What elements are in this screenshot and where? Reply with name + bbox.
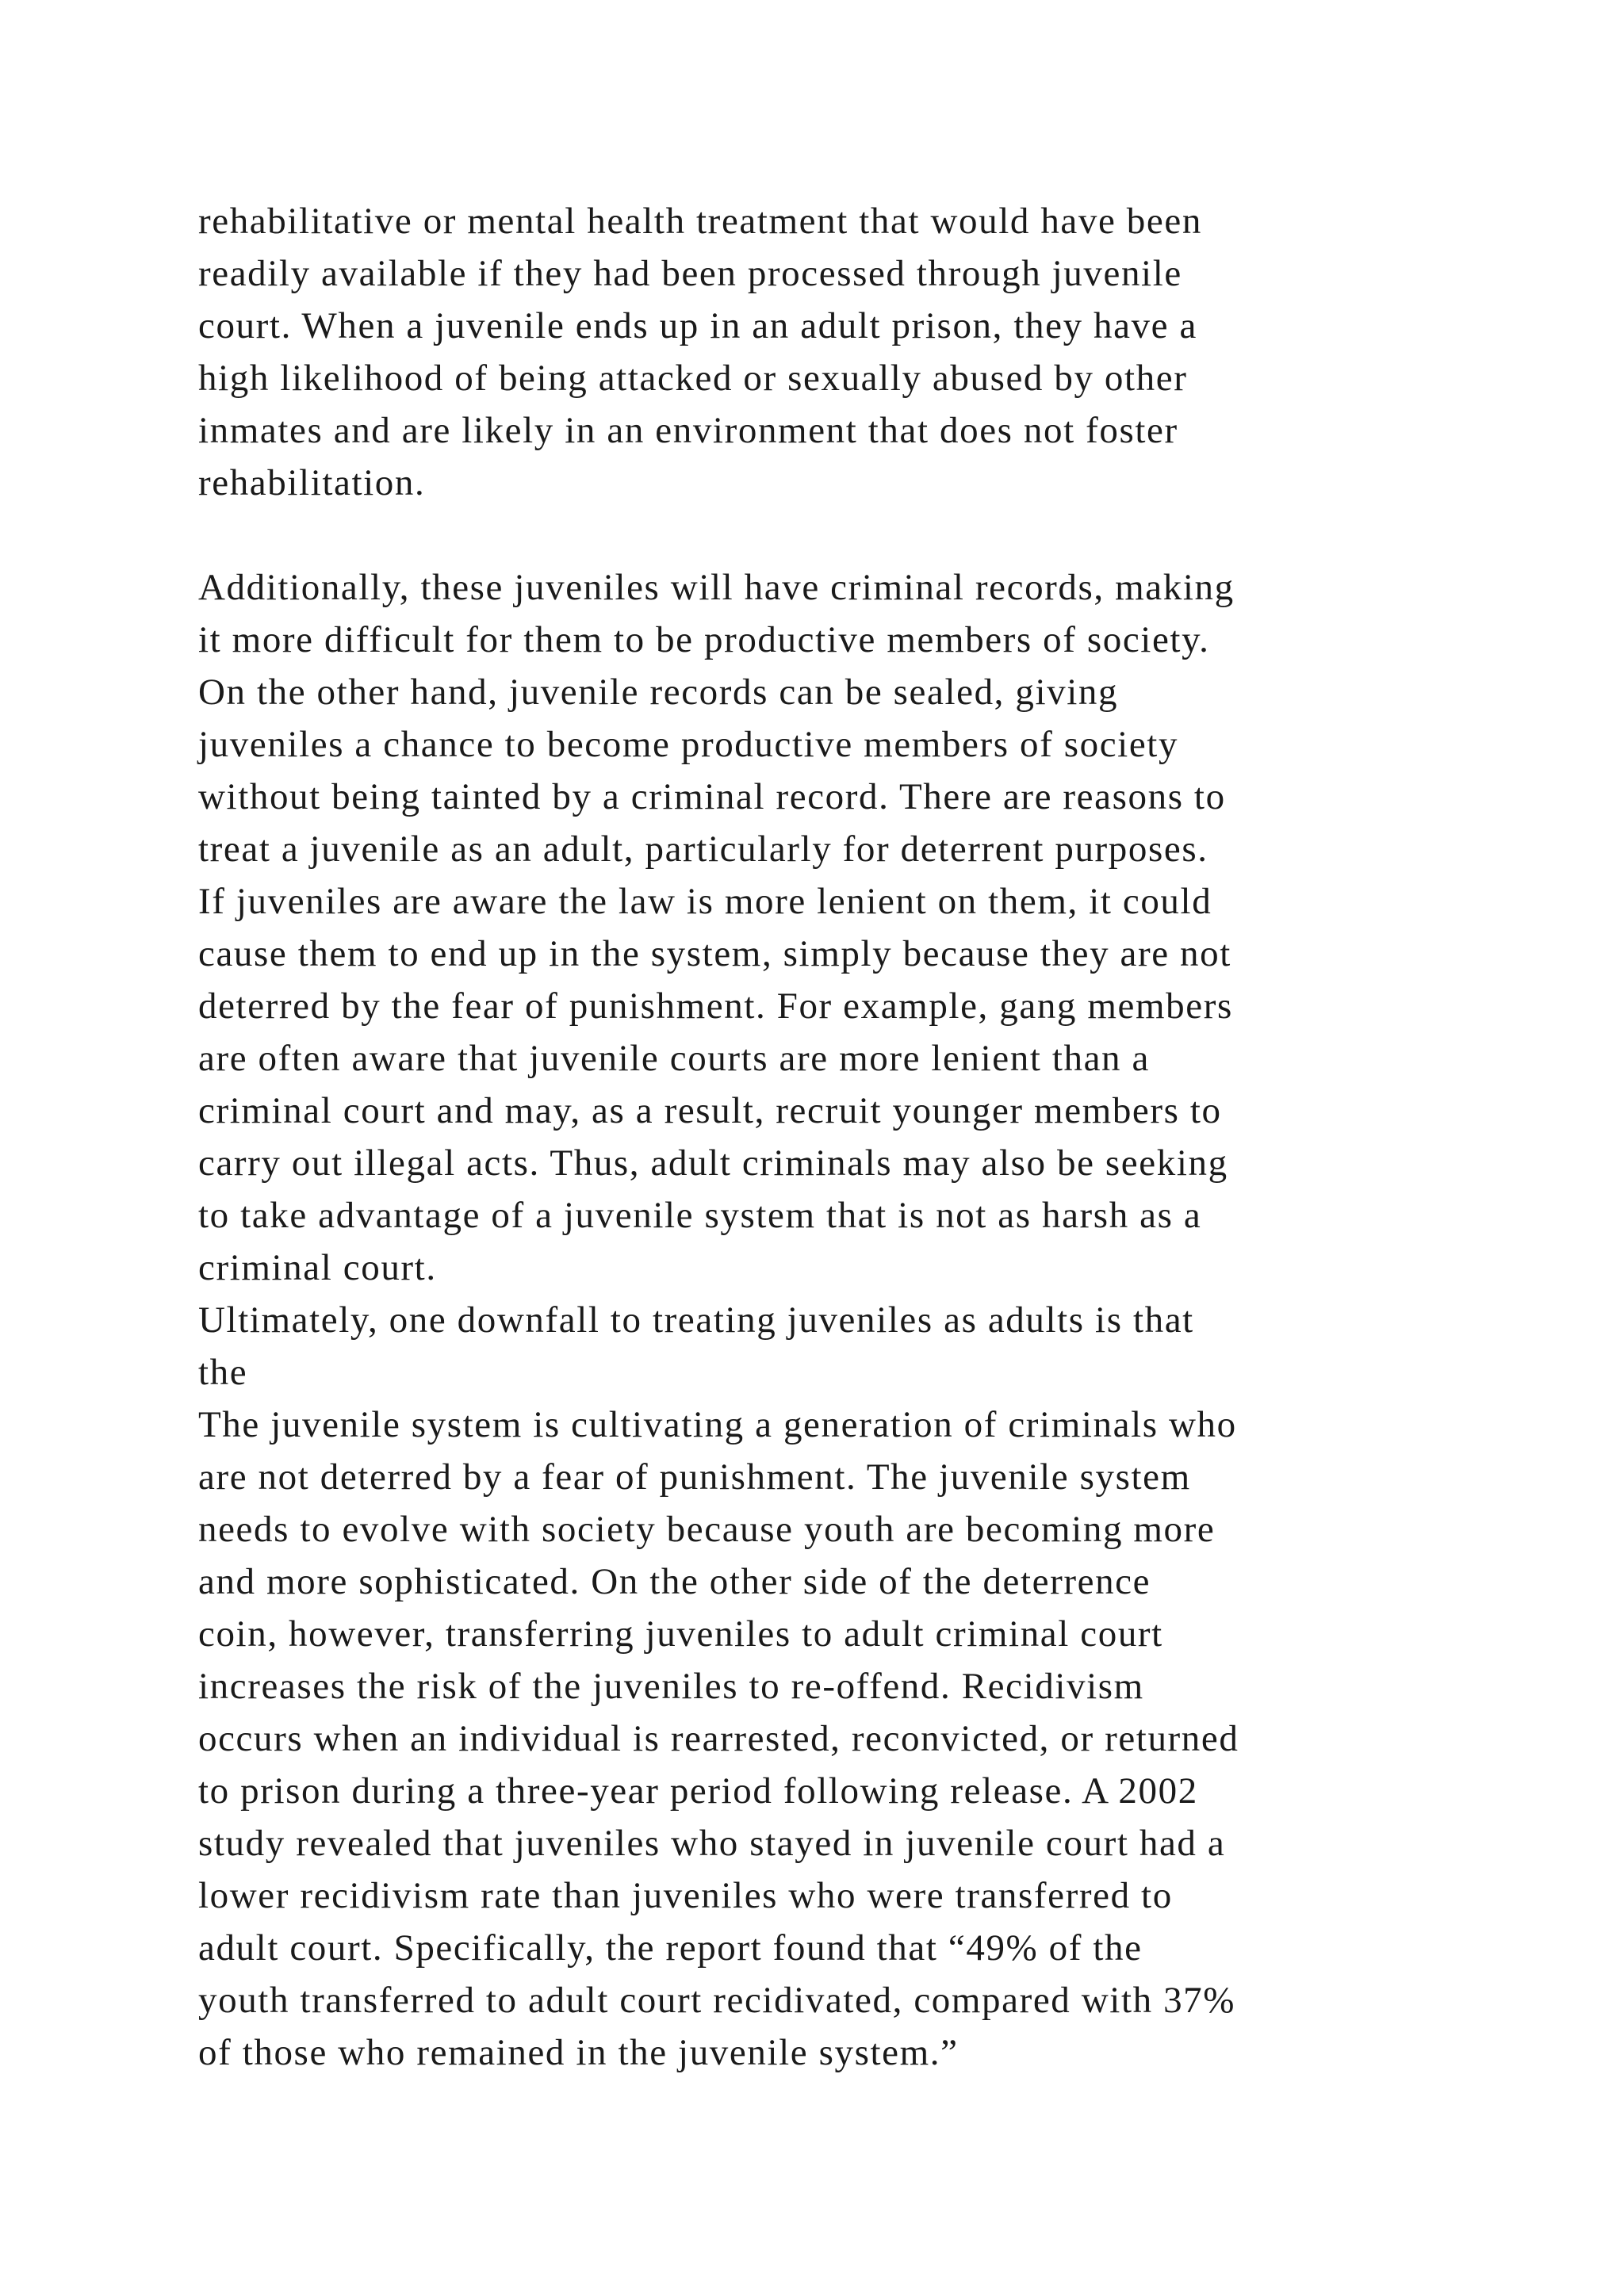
text-line: are not deterred by a fear of punishment. The juvenile system	[198, 1456, 1191, 1498]
text-line: of those who remained in the juvenile system.”	[198, 2032, 959, 2073]
text-line: lower recidivism rate than juveniles who were transferred to	[198, 1875, 1173, 1916]
text-line: coin, however, transferring juveniles to adult criminal court	[198, 1613, 1163, 1655]
text-line: readily available if they had been processed through juvenile	[198, 253, 1182, 294]
text-line: On the other hand, juvenile records can be sealed, giving	[198, 672, 1119, 713]
text-line: If juveniles are aware the law is more lenient on them, it could	[198, 881, 1212, 922]
text-line: inmates and are likely in an environment that does not foster	[198, 410, 1178, 451]
paragraph-gap	[198, 509, 1499, 561]
text-line: criminal court and may, as a result, recruit younger members to	[198, 1090, 1222, 1131]
text-line: to take advantage of a juvenile system that is not as harsh as a	[198, 1195, 1202, 1236]
text-line: without being tainted by a criminal record. There are reasons to	[198, 776, 1226, 817]
text-line: needs to evolve with society because youth are becoming more	[198, 1509, 1216, 1550]
text-line: carry out illegal acts. Thus, adult criminals may also be seeking	[198, 1142, 1228, 1184]
text-line: court. When a juvenile ends up in an adult prison, they have a	[198, 305, 1197, 346]
text-line: criminal court.	[198, 1247, 437, 1288]
text-line: rehabilitative or mental health treatment that would have been	[198, 201, 1202, 242]
text-line: juveniles a chance to become productive members of society	[198, 724, 1179, 765]
text-line: treat a juvenile as an adult, particularly for deterrent purposes.	[198, 828, 1208, 870]
text-line: youth transferred to adult court recidivated, compared with 37%	[198, 1980, 1236, 2021]
text-line: rehabilitation.	[198, 462, 426, 503]
text-line: Ultimately, one downfall to treating juveniles as adults is that	[198, 1299, 1194, 1341]
text-line: adult court. Specifically, the report found that “49% of the	[198, 1927, 1143, 1969]
text-line: deterred by the fear of punishment. For example, gang members	[198, 985, 1233, 1027]
text-line: high likelihood of being attacked or sexually abused by other	[198, 358, 1188, 399]
text-line: study revealed that juveniles who stayed in juvenile court had a	[198, 1823, 1226, 1864]
text-line: it more difficult for them to be productive members of society.	[198, 619, 1210, 660]
text-line: and more sophisticated. On the other side of the deterrence	[198, 1561, 1151, 1602]
text-line: to prison during a three-year period following release. A 2002	[198, 1770, 1198, 1812]
text-line: Additionally, these juveniles will have criminal records, making	[198, 567, 1235, 608]
text-line: are often aware that juvenile courts are more lenient than a	[198, 1038, 1150, 1079]
body-text	[198, 195, 1499, 2079]
text-line: increases the risk of the juveniles to re-offend. Recidivism	[198, 1666, 1144, 1707]
text-line: cause them to end up in the system, simply because they are not	[198, 933, 1231, 974]
text-line: occurs when an individual is rearrested, reconvicted, or returned	[198, 1718, 1239, 1759]
text-line: the	[198, 1352, 248, 1393]
text-line: The juvenile system is cultivating a generation of criminals who	[198, 1404, 1237, 1445]
